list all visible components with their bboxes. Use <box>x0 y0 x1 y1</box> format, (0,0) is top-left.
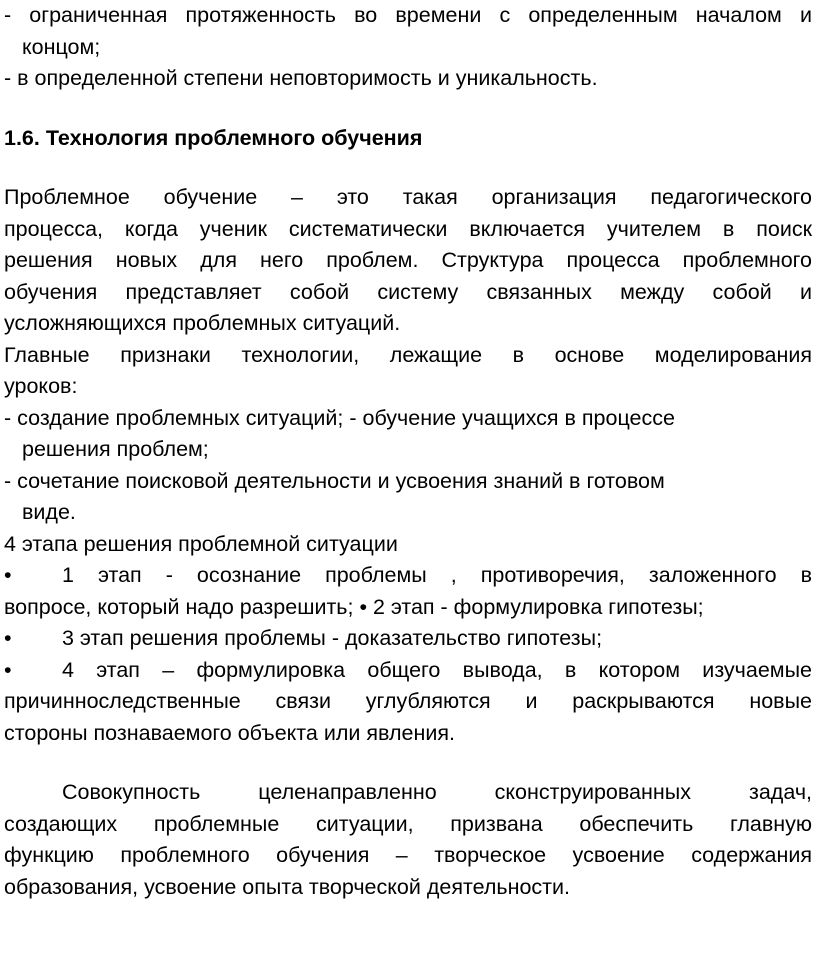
spacer <box>4 749 812 777</box>
stage-1-text: 1 этап - осознание проблемы , противоречия, заложенного в <box>62 563 812 587</box>
paragraph-2-line: Главные признаки технологии, лежащие в основе моделирования <box>4 342 812 367</box>
stage-1-cont: вопросе, который надо разрешить; • 2 этап - формулировка гипотезы; <box>4 594 704 619</box>
paragraph-2 <box>4 340 812 403</box>
features-item-1-cont: решения проблем; <box>22 437 209 461</box>
stage-3-text: 3 этап решения проблемы - доказательство гипотезы; <box>62 626 603 650</box>
stage-4-cont: причинноследственные связи углубляются и раскрываются новые <box>4 689 812 713</box>
conclusion-paragraph <box>4 777 812 903</box>
stage-item-1 <box>4 560 812 592</box>
section-title: 1.6. Технология проблемного обучения <box>4 125 423 150</box>
intro-item-1: - ограниченная протяженность во времени с определенным началом и <box>4 3 812 27</box>
paragraph-2-line: уроков: <box>4 374 78 398</box>
paragraph-1-line: усложняющихся проблемных ситуаций. <box>4 311 401 335</box>
features-item-1: - создание проблемных ситуаций; - обучение учащихся в процессе <box>4 405 675 430</box>
paragraph-1-line: процесса, когда ученик систематически включается учителем в поиск <box>4 216 812 241</box>
features-item-2-cont: виде. <box>22 500 76 524</box>
conclusion-line: создающих проблемные ситуации, призвана обеспечить главную <box>4 811 812 836</box>
bullet-icon: • <box>4 657 12 682</box>
bullet-icon: • <box>4 626 12 650</box>
intro-list <box>4 0 812 95</box>
stages-heading: 4 этапа решения проблемной ситуации <box>4 531 398 556</box>
stage-4-text: 4 этап – формулировка общего вывода, в котором изучаемые <box>62 657 812 682</box>
conclusion-line: образования, усвоение опыта творческой деятельности. <box>4 874 571 899</box>
intro-item-2: - в определенной степени неповторимость и уникальность. <box>4 66 598 90</box>
paragraph-1 <box>4 182 812 340</box>
stage-item-3 <box>4 623 812 655</box>
features-item-2: - сочетание поисковой деятельности и усвоения знаний в готовом <box>4 468 665 493</box>
stages-list <box>4 560 812 749</box>
stage-4-cont: стороны познаваемого объекта или явления. <box>4 720 455 745</box>
features-list <box>4 403 812 529</box>
intro-item-1-cont: концом; <box>22 34 101 59</box>
paragraph-1-line: обучения представляет собой систему связанных между собой и <box>4 279 812 304</box>
paragraph-1-line: Проблемное обучение – это такая организация педагогического <box>4 185 812 209</box>
conclusion-line: функцию проблемного обучения – творческое усвоение содержания <box>4 843 812 867</box>
conclusion-line: Совокупность целенаправленно сконструированных задач, <box>62 780 812 804</box>
stage-item-4 <box>4 655 812 687</box>
paragraph-1-line: решения новых для него проблем. Структура процесса проблемного <box>4 248 812 272</box>
bullet-icon: • <box>4 563 12 587</box>
